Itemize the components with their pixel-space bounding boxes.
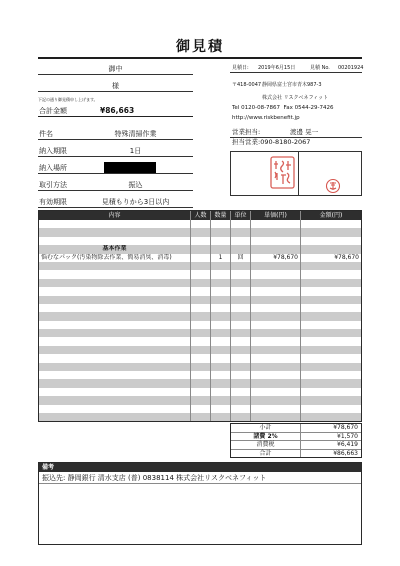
cell-unit-price	[250, 329, 300, 337]
cell-quantity	[210, 237, 230, 245]
personal-seal	[327, 180, 340, 193]
cell-quantity	[210, 228, 230, 236]
estimate-date-label: 見積日:	[232, 65, 249, 71]
cell-unit	[230, 279, 250, 287]
field-value: 特殊清掃作業	[114, 130, 157, 138]
cell-quantity	[210, 321, 230, 329]
table-row	[39, 262, 361, 270]
cell-content	[39, 405, 190, 413]
cell-amount	[300, 413, 361, 421]
cell-unit	[230, 287, 250, 295]
cell-unit	[230, 237, 250, 245]
cell-unit-price	[250, 237, 300, 245]
intro-text: 下記の通り御見積申し上げます。	[38, 97, 98, 102]
cell-content	[39, 337, 190, 345]
cell-unit	[230, 337, 250, 345]
cell-people	[190, 405, 210, 413]
cell-content	[39, 371, 190, 379]
field-value: 1日	[129, 147, 142, 155]
field-label: 有効期限	[39, 198, 67, 206]
cell-people	[190, 245, 210, 253]
redacted-location	[104, 162, 156, 173]
cell-content	[39, 379, 190, 387]
table-row	[39, 363, 361, 371]
cell-amount	[300, 262, 361, 270]
cell-unit	[230, 228, 250, 236]
cell-quantity	[210, 388, 230, 396]
table-row	[39, 346, 361, 354]
cell-people	[190, 279, 210, 287]
header-quantity: 数量	[210, 211, 230, 220]
cell-quantity	[210, 220, 230, 228]
cell-people	[190, 346, 210, 354]
cell-amount	[300, 337, 361, 345]
cell-unit-price	[250, 304, 300, 312]
cell-quantity	[210, 354, 230, 362]
cell-amount	[300, 321, 361, 329]
table-row	[39, 270, 361, 278]
table-row	[39, 237, 361, 245]
company-seal-mark	[286, 161, 291, 183]
totals-row-expenses	[231, 432, 361, 441]
cell-people	[190, 321, 210, 329]
company-seal-mark	[274, 161, 278, 180]
cell-amount	[300, 396, 361, 404]
field-label: 納入期限	[39, 147, 67, 155]
estimate-date: 2019年6月15日	[258, 65, 296, 71]
cell-quantity	[210, 287, 230, 295]
seals-graphic	[231, 152, 361, 195]
cell-unit-price	[250, 279, 300, 287]
grand-total-label: 合計金額	[39, 107, 67, 115]
sales-rep-name: 渡邊 晃一	[290, 128, 319, 136]
cell-amount	[300, 270, 361, 278]
recipient-company-row	[38, 63, 193, 75]
table-row	[39, 228, 361, 236]
table-row	[39, 329, 361, 337]
totals-value: ¥1,570	[337, 432, 358, 440]
cell-amount	[300, 287, 361, 295]
totals-row-subtotal	[231, 424, 361, 432]
table-row	[39, 304, 361, 312]
cell-content	[39, 363, 190, 371]
cell-amount	[300, 245, 361, 253]
cell-amount	[300, 220, 361, 228]
cell-unit: 回	[230, 254, 250, 262]
table-row	[39, 379, 361, 387]
cell-quantity: 1	[210, 254, 230, 262]
sales-rep-label: 営業担当:	[232, 128, 261, 136]
cell-unit	[230, 220, 250, 228]
totals-row-tax	[231, 440, 361, 449]
field-label: 取引方法	[39, 181, 67, 189]
cell-quantity	[210, 312, 230, 320]
cell-content	[39, 304, 190, 312]
cell-unit	[230, 321, 250, 329]
cell-content	[39, 262, 190, 270]
table-row	[39, 413, 361, 421]
cell-people	[190, 262, 210, 270]
cell-unit-price	[250, 296, 300, 304]
cell-amount	[300, 371, 361, 379]
cell-people	[190, 296, 210, 304]
cell-content	[39, 312, 190, 320]
cell-people	[190, 329, 210, 337]
cell-unit	[230, 270, 250, 278]
cell-unit	[230, 371, 250, 379]
table-row	[39, 354, 361, 362]
cell-people	[190, 254, 210, 262]
items-table-header	[39, 211, 361, 220]
cell-amount	[300, 346, 361, 354]
cell-quantity	[210, 245, 230, 253]
company-seal-mark	[281, 161, 286, 184]
cell-content	[39, 346, 190, 354]
cell-quantity	[210, 262, 230, 270]
seal-boxes	[230, 151, 362, 196]
cell-people	[190, 396, 210, 404]
field-validity	[38, 196, 193, 208]
totals-value: ¥78,670	[333, 424, 358, 431]
cell-quantity	[210, 413, 230, 421]
cell-content: 悩むなパック(汚染物除去作業、簡易消臭、消毒)	[41, 253, 172, 261]
sales-phone: 担当営業:090-8180-2067	[232, 138, 311, 146]
remarks-box	[38, 462, 362, 545]
table-row	[39, 405, 361, 413]
recipient-person-row	[38, 80, 193, 92]
field-value: 見積もりから3日以内	[101, 198, 170, 206]
cell-unit-price	[250, 220, 300, 228]
cell-people	[190, 304, 210, 312]
personal-seal-mark	[330, 182, 336, 190]
cell-quantity	[210, 379, 230, 387]
cell-unit-price	[250, 270, 300, 278]
header-content: 内容	[108, 212, 121, 219]
cell-amount	[300, 237, 361, 245]
cell-amount	[300, 379, 361, 387]
cell-unit-price	[250, 312, 300, 320]
cell-amount	[300, 279, 361, 287]
cell-unit-price	[250, 287, 300, 295]
cell-people	[190, 363, 210, 371]
cell-unit	[230, 329, 250, 337]
estimate-meta-row	[230, 63, 362, 73]
company-suffix: 御中	[108, 65, 123, 73]
table-row	[39, 337, 361, 345]
person-suffix: 様	[112, 82, 119, 90]
table-row	[39, 287, 361, 295]
cell-people	[190, 354, 210, 362]
header-amount: 金額(円)	[300, 211, 361, 220]
cell-quantity	[210, 279, 230, 287]
cell-unit	[230, 262, 250, 270]
cell-unit-price	[250, 245, 300, 253]
table-row	[39, 254, 361, 262]
cell-unit	[230, 354, 250, 362]
cell-content	[39, 237, 190, 245]
header-people: 人数	[190, 211, 210, 220]
postal-code: 〒418-0047	[232, 82, 262, 88]
table-row	[39, 371, 361, 379]
cell-amount	[300, 354, 361, 362]
cell-quantity	[210, 371, 230, 379]
cell-unit	[230, 245, 250, 253]
address: 静岡県富士宮市青木987-3	[262, 82, 322, 88]
cell-content	[39, 354, 190, 362]
cell-people	[190, 312, 210, 320]
cell-unit-price	[250, 388, 300, 396]
field-label: 件名	[39, 130, 53, 138]
cell-unit-price: ¥78,670	[250, 254, 300, 262]
cell-unit-price	[250, 228, 300, 236]
cell-unit-price	[250, 321, 300, 329]
cell-unit-price	[250, 354, 300, 362]
cell-quantity	[210, 337, 230, 345]
totals-label: 合計	[231, 450, 301, 458]
cell-people	[190, 220, 210, 228]
cell-amount	[300, 405, 361, 413]
cell-unit-price	[250, 262, 300, 270]
table-row	[39, 279, 361, 287]
cell-unit	[230, 396, 250, 404]
cell-unit-price	[250, 379, 300, 387]
field-deadline	[38, 145, 193, 157]
company-name: 株式会社 リスクベネフィット	[262, 95, 329, 101]
cell-unit-price	[250, 337, 300, 345]
cell-amount	[300, 329, 361, 337]
table-row	[39, 388, 361, 396]
field-subject	[38, 128, 193, 140]
grand-total-value: ¥86,663	[100, 106, 135, 115]
grand-total-row	[38, 105, 193, 117]
cell-content	[39, 228, 190, 236]
table-row	[39, 321, 361, 329]
items-table	[38, 210, 362, 422]
cell-unit	[230, 388, 250, 396]
cell-amount	[300, 296, 361, 304]
estimate-number: 00201924	[338, 65, 364, 71]
cell-content	[39, 296, 190, 304]
cell-unit	[230, 363, 250, 371]
section-title: 基本作業	[102, 245, 127, 253]
cell-unit	[230, 346, 250, 354]
cell-amount	[300, 388, 361, 396]
table-row	[39, 296, 361, 304]
field-label: 納入場所	[39, 164, 67, 172]
cell-quantity	[210, 296, 230, 304]
cell-amount	[300, 312, 361, 320]
cell-people	[190, 388, 210, 396]
cell-amount	[300, 363, 361, 371]
cell-unit-price	[250, 405, 300, 413]
cell-quantity	[210, 396, 230, 404]
items-table-body	[39, 220, 361, 421]
company-seal	[271, 157, 294, 188]
cell-unit	[230, 405, 250, 413]
header-unit: 単位	[230, 211, 250, 220]
cell-quantity	[210, 270, 230, 278]
cell-unit	[230, 379, 250, 387]
estimate-number-label: 見積 No.	[310, 65, 330, 71]
field-payment-method	[38, 179, 193, 191]
cell-unit-price	[250, 396, 300, 404]
cell-unit-price	[250, 371, 300, 379]
document-title: 御見積	[38, 37, 362, 59]
table-row	[39, 245, 361, 253]
cell-quantity	[210, 405, 230, 413]
website-url: http://www.riskbenefit.jp	[232, 115, 300, 121]
cell-quantity	[210, 329, 230, 337]
cell-unit	[230, 296, 250, 304]
cell-amount	[300, 228, 361, 236]
field-value: 振込	[128, 181, 143, 189]
totals-value: ¥86,663	[333, 449, 358, 457]
totals-box	[230, 423, 362, 458]
cell-content	[39, 287, 190, 295]
cell-people	[190, 413, 210, 421]
table-row	[39, 396, 361, 404]
table-row	[39, 312, 361, 320]
cell-content	[39, 396, 190, 404]
table-row	[39, 220, 361, 228]
cell-unit-price	[250, 413, 300, 421]
cell-quantity	[210, 346, 230, 354]
totals-label: 消費税	[231, 441, 301, 449]
cell-amount: ¥78,670	[300, 254, 361, 262]
cell-people	[190, 270, 210, 278]
cell-quantity	[210, 304, 230, 312]
cell-unit	[230, 312, 250, 320]
header-unit-price: 単価(円)	[250, 211, 300, 220]
cell-content	[39, 413, 190, 421]
cell-people	[190, 371, 210, 379]
cell-content	[39, 270, 190, 278]
totals-value: ¥6,419	[337, 441, 358, 448]
totals-label: 諸費 2%	[231, 433, 301, 441]
remarks-header: 備考	[39, 463, 361, 472]
cell-people	[190, 287, 210, 295]
cell-people	[190, 228, 210, 236]
cell-people	[190, 337, 210, 345]
totals-row-total	[231, 449, 361, 458]
remarks-text: 振込先: 静岡銀行 清水支店 (普) 0838114 株式会社リスクベネフィット	[39, 472, 361, 484]
cell-amount	[300, 304, 361, 312]
totals-label: 小計	[231, 424, 301, 432]
cell-unit	[230, 304, 250, 312]
cell-content	[39, 329, 190, 337]
tel-fax: Tel 0120-08-7867 Fax 0544-29-7426	[232, 105, 334, 111]
cell-content	[39, 321, 190, 329]
cell-people	[190, 237, 210, 245]
cell-unit-price	[250, 363, 300, 371]
cell-people	[190, 379, 210, 387]
cell-unit	[230, 413, 250, 421]
cell-quantity	[210, 363, 230, 371]
cell-content	[39, 220, 190, 228]
cell-content	[39, 388, 190, 396]
cell-content	[39, 279, 190, 287]
cell-unit-price	[250, 346, 300, 354]
